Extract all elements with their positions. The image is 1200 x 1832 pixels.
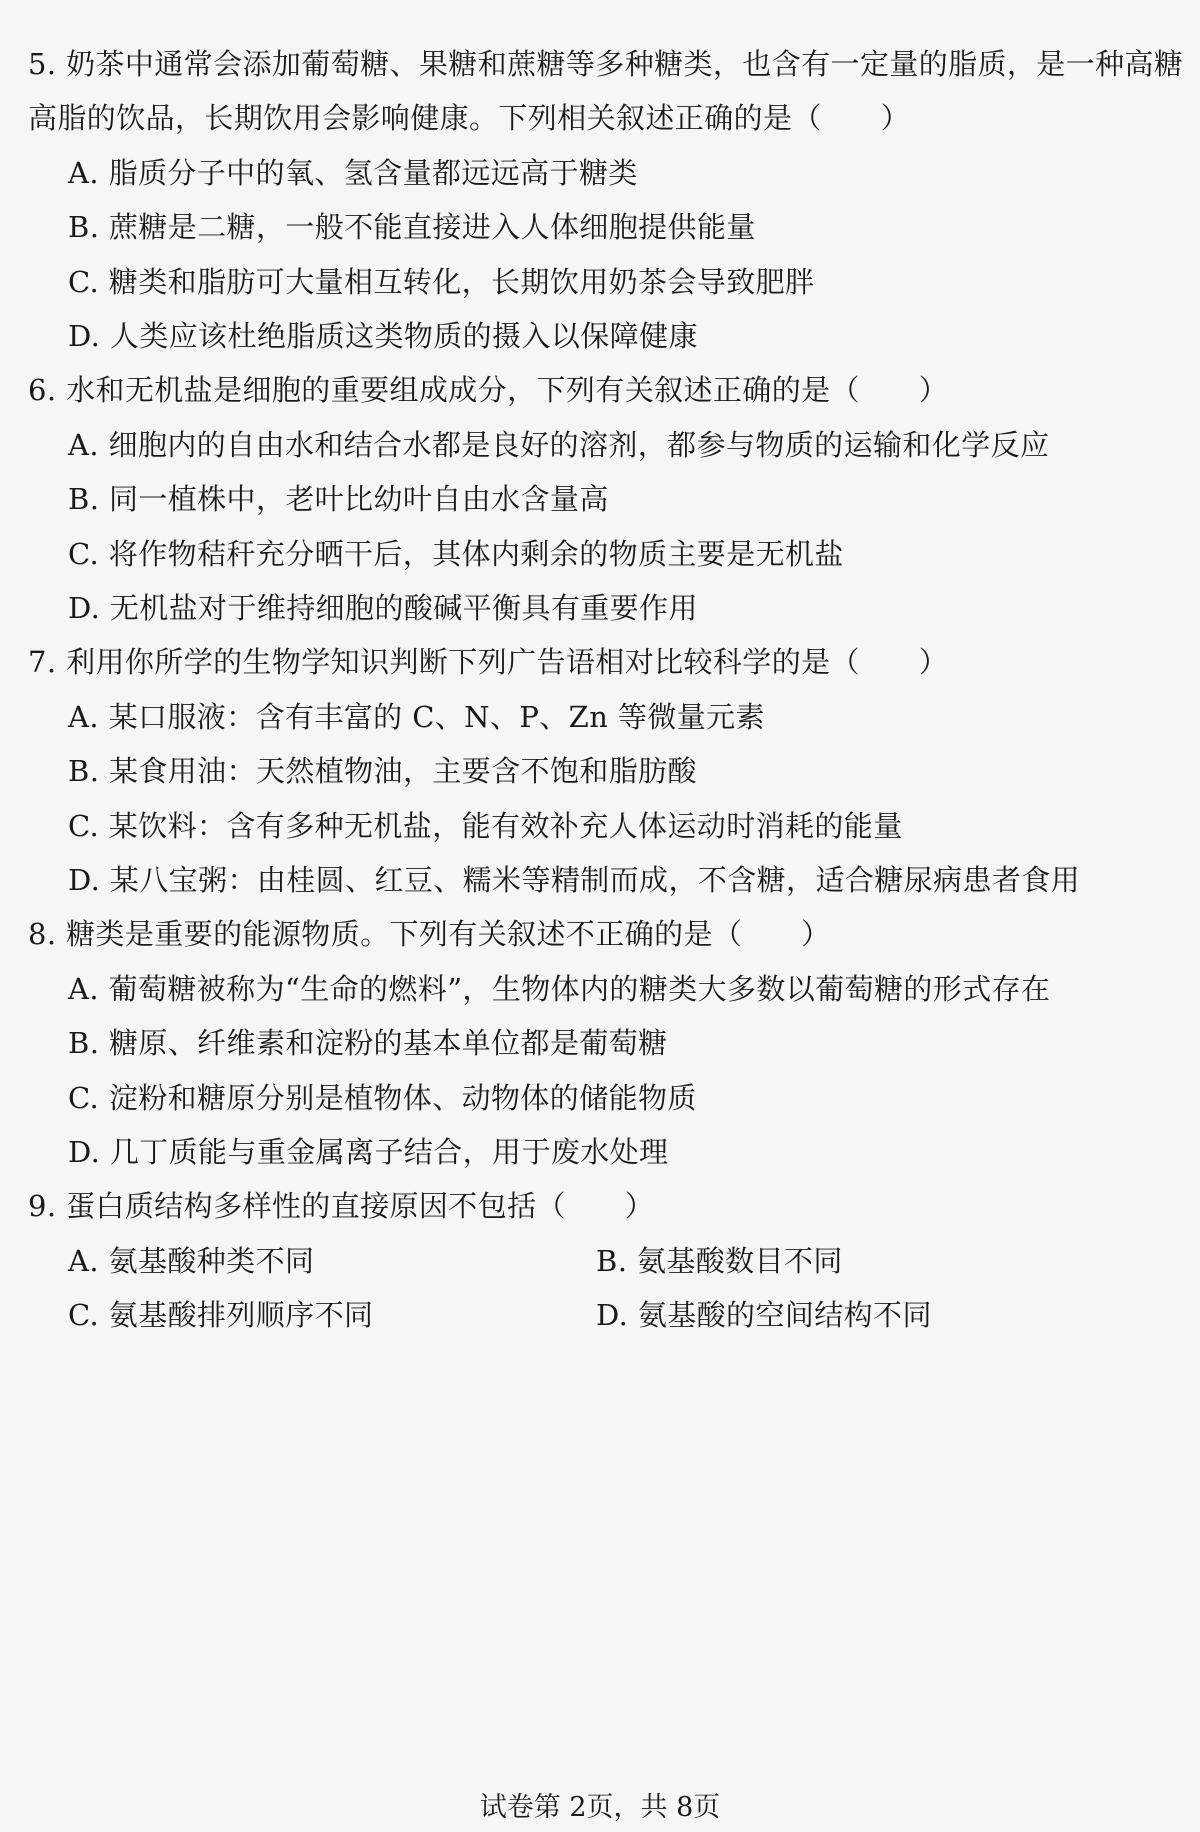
question-5-stem-line-1: 5. 奶茶中通常会添加葡萄糖、果糖和蔗糖等多种糖类，也含有一定量的脂质，是一种高糖 xyxy=(28,47,1184,81)
question-6-stem: 6. 水和无机盐是细胞的重要组成成分，下列有关叙述正确的是（ ） xyxy=(28,373,949,407)
question-7-option-a: A. 某口服液：含有丰富的 C、N、P、Zn 等微量元素 xyxy=(68,700,765,734)
question-5-stem-line-2: 高脂的饮品，长期饮用会影响健康。下列相关叙述正确的是（ ） xyxy=(28,101,911,135)
question-9-option-a: A. 氨基酸种类不同 xyxy=(68,1244,315,1278)
question-9-option-b: B. 氨基酸数目不同 xyxy=(596,1244,843,1278)
question-5-option-b: B. 蔗糖是二糖，一般不能直接进入人体细胞提供能量 xyxy=(68,210,756,244)
question-7-option-d: D. 某八宝粥：由桂圆、红豆、糯米等精制而成，不含糖，适合糖尿病患者食用 xyxy=(68,863,1081,897)
question-8-option-a: A. 葡萄糖被称为“生命的燃料”，生物体内的糖类大多数以葡萄糖的形式存在 xyxy=(68,972,1051,1006)
question-9-option-c: C. 氨基酸排列顺序不同 xyxy=(68,1298,374,1332)
question-6-option-b: B. 同一植株中，老叶比幼叶自由水含量高 xyxy=(68,482,609,516)
question-7-stem: 7. 利用你所学的生物学知识判断下列广告语相对比较科学的是（ ） xyxy=(28,645,949,679)
question-6-option-c: C. 将作物秸秆充分晒干后，其体内剩余的物质主要是无机盐 xyxy=(68,537,844,571)
question-8-option-c: C. 淀粉和糖原分别是植物体、动物体的储能物质 xyxy=(68,1081,697,1115)
question-8-option-b: B. 糖原、纤维素和淀粉的基本单位都是葡萄糖 xyxy=(68,1026,668,1060)
question-9-option-d: D. 氨基酸的空间结构不同 xyxy=(596,1298,932,1332)
question-5-option-c: C. 糖类和脂肪可大量相互转化，长期饮用奶茶会导致肥胖 xyxy=(68,265,815,299)
question-5-option-d: D. 人类应该杜绝脂质这类物质的摄入以保障健康 xyxy=(68,319,698,353)
question-6-option-d: D. 无机盐对于维持细胞的酸碱平衡具有重要作用 xyxy=(68,591,698,625)
question-8-stem: 8. 糖类是重要的能源物质。下列有关叙述不正确的是（ ） xyxy=(28,917,831,951)
question-7-option-b: B. 某食用油：天然植物油，主要含不饱和脂肪酸 xyxy=(68,754,697,788)
question-9-stem: 9. 蛋白质结构多样性的直接原因不包括（ ） xyxy=(28,1189,655,1223)
question-8-option-d: D. 几丁质能与重金属离子结合，用于废水处理 xyxy=(68,1135,669,1169)
question-7-option-c: C. 某饮料：含有多种无机盐，能有效补充人体运动时消耗的能量 xyxy=(68,809,903,843)
page-footer: 试卷第 2页，共 8页 xyxy=(479,1792,721,1823)
question-5-option-a: A. 脂质分子中的氧、氢含量都远远高于糖类 xyxy=(68,156,638,190)
question-6-option-a: A. 细胞内的自由水和结合水都是良好的溶剂，都参与物质的运输和化学反应 xyxy=(68,428,1050,462)
